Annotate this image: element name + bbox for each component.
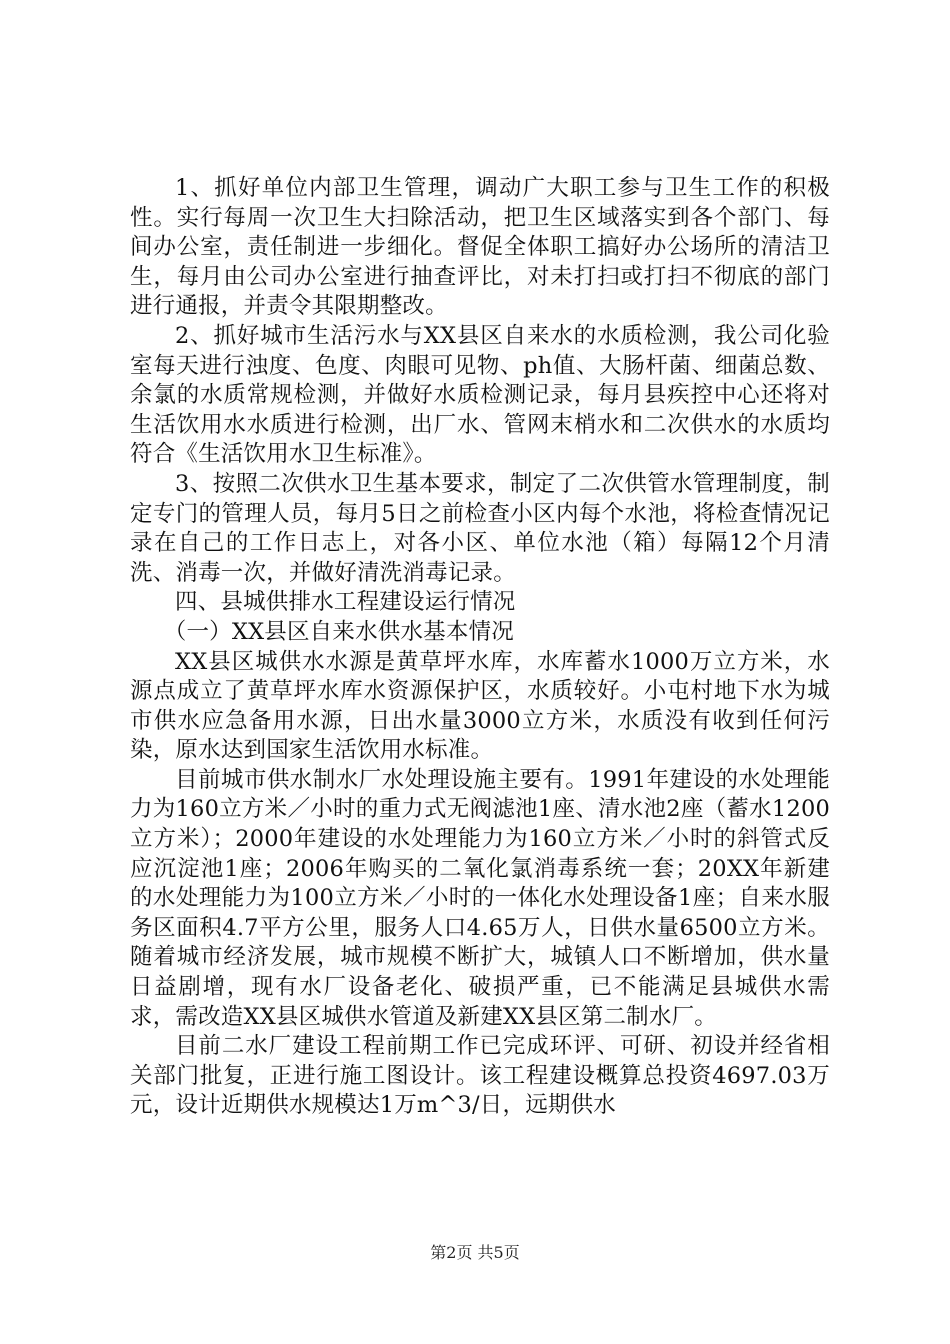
paragraph-treatment-facilities: 目前城市供水制水厂水处理设施主要有。1991年建设的水处理能力为160立方米／小时的重力式无阀滤池1座、清水池2座（蓄水1200立方米）；2000年建设的水处理能力为160立方米／小时的斜管式反应沉淀池1座；2006年购买的二氧化氯消毒系统一套；20XX年新建的水处理能力为100立方米／小时的一体化水处理设备1座；自来水服务区面积4.7平方公里，服务人口4.65万人，日供水量6500立方米。随着城市经济发展，城市规模不断扩大，城镇人口不断增加，供水量日益剧增，现有水厂设备老化、破损严重，已不能满足县城供水需求，需改造XX县区城供水管道及新建XX县区第二制水厂。	[130, 766, 830, 1030]
paragraph-hygiene-management: 1、抓好单位内部卫生管理，调动广大职工参与卫生工作的积极性。实行每周一次卫生大扫除活动，把卫生区域落实到各个部门、每间办公室，责任制进一步细化。督促全体职工搞好办公场所的清洁卫生，每月由公司办公室进行抽查评比，对未打扫或打扫不彻底的部门进行通报，并责令其限期整改。	[130, 175, 830, 320]
paragraph-secondary-water-supply: 3、按照二次供水卫生基本要求，制定了二次供管水管理制度，制定专门的管理人员，每月5日之前检查小区内每个水池，将检查情况记录在自己的工作日志上，对各小区、单位水池（箱）每隔12个月清洗、消毒一次，并做好清洗消毒记录。	[130, 470, 830, 586]
subsection-heading: （一）XX县区自来水供水基本情况	[163, 618, 514, 645]
section-heading: 四、县城供排水工程建设运行情况	[175, 589, 516, 616]
paragraph-water-source: XX县区城供水水源是黄草坪水库，水库蓄水1000万立方米，水源点成立了黄草坪水库水资源保护区，水质较好。小屯村地下水为城市供水应急备用水源，日出水量3000立方米，水质没有收到任何污染，原水达到国家生活饮用水标准。	[130, 648, 830, 764]
document-body	[130, 174, 830, 1121]
paragraph-second-plant-project: 目前二水厂建设工程前期工作已完成环评、可研、初设并经省相关部门批复，正进行施工图设计。该工程建设概算总投资4697.03万元，设计近期供水规模达1万m^3/日，远期供水	[130, 1033, 830, 1119]
page-number-footer: 第2页 共5页	[430, 1243, 520, 1262]
paragraph-water-quality-testing: 2、抓好城市生活污水与XX县区自来水的水质检测，我公司化验室每天进行浊度、色度、肉眼可见物、ph值、大肠杆菌、细菌总数、余氯的水质常规检测，并做好水质检测记录，每月县疾控中心还将对生活饮用水水质进行检测，出厂水、管网末梢水和二次供水的水质均符合《生活饮用水卫生标准》。	[130, 322, 830, 468]
